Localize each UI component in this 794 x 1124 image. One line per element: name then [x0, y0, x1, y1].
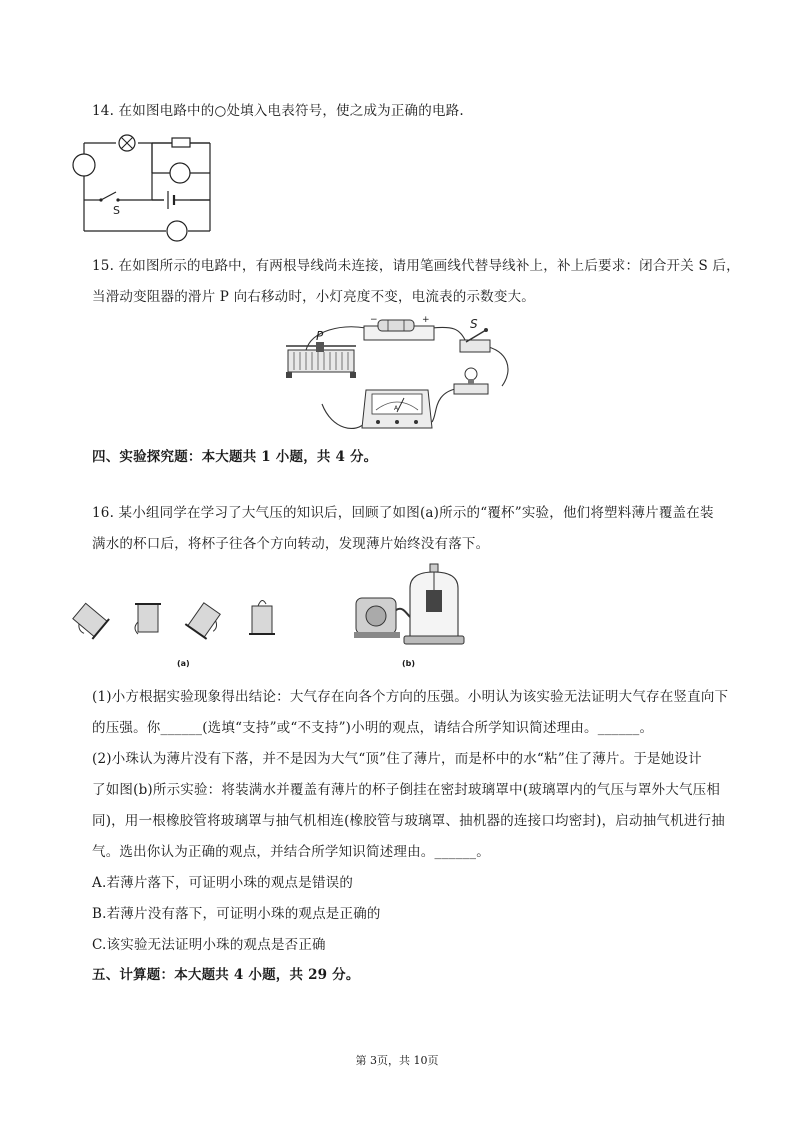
q15-line2: 当滑动变阻器的滑片 P 向右移动时，小灯亮度不变，电流表的示数变大。 [92, 289, 535, 305]
cup-upright-icon [249, 600, 275, 634]
ammeter-letter: A [394, 405, 399, 412]
section-5-heading: 五、计算题：本大题共 4 小题，共 29 分。 [92, 967, 360, 983]
section-4-heading: 四、实验探究题：本大题共 1 小题，共 4 分。 [92, 449, 378, 465]
cup-inverted-icon [135, 604, 161, 634]
vacuum-pump-icon [354, 598, 400, 638]
q16-option-c: C.该实验无法证明小珠的观点是否正确 [92, 937, 326, 953]
q16-intro-line1: 16. 某小组同学在学习了大气压的知识后，回顾了如图(a)所示的“覆杯”实验，他们将塑料薄片覆盖在装 [92, 505, 714, 521]
q16-option-a: A.若薄片落下，可证明小珠的观点是错误的 [92, 875, 354, 891]
q16-part2-line3: 同)，用一根橡胶管将玻璃罩与抽气机相连(橡胶管与玻璃罩、抽机器的连接口均密封)，启动抽气机进行抽 [92, 813, 725, 829]
switch-icon [99, 192, 119, 202]
cup-tilted-left-icon [70, 601, 109, 640]
q14-text: 14. 在如图电路中的○处填入电表符号，使之成为正确的电路. [92, 103, 464, 119]
resistor-icon [172, 138, 190, 147]
meter-slot-left-icon [73, 154, 95, 176]
page-footer: 第 3页，共 10页 [355, 1054, 439, 1067]
meter-slot-bottom-icon [167, 221, 187, 241]
figure-a-cups [70, 590, 290, 648]
figure-b-vacuum-apparatus [350, 560, 466, 650]
battery-plus-label: + [422, 315, 430, 325]
q16-part1-line2: 的压强。你______(选填“支持”或“不支持”)小明的观点，请结合所学知识简述理由。______。 [92, 720, 654, 736]
lamp-icon [119, 135, 135, 151]
rheostat-icon [286, 342, 356, 378]
meter-slot-middle-icon [170, 163, 190, 183]
q15-circuit-picture [282, 310, 518, 438]
figure-a-caption: (a) [177, 659, 190, 668]
knife-switch-icon [460, 328, 490, 352]
battery-icon [164, 190, 210, 210]
q16-option-b: B.若薄片没有落下，可证明小珠的观点是正确的 [92, 906, 381, 922]
light-bulb-icon [454, 368, 488, 394]
q15-line1: 15. 在如图所示的电路中，有两根导线尚未连接，请用笔画线代替导线补上，补上后要求：闭合开关 S 后， [92, 258, 740, 274]
battery-minus-label: − [370, 315, 378, 325]
cup-tilted-right-icon [185, 601, 224, 640]
figure-b-caption: (b) [402, 659, 416, 668]
switch-label-s: S [470, 317, 478, 331]
q16-intro-line2: 满水的杯口后，将杯子往各个方向转动，发现薄片始终没有落下。 [92, 536, 490, 552]
bell-jar-icon [404, 564, 464, 644]
q16-part2-line2: 了如图(b)所示实验：将装满水并覆盖有薄片的杯子倒挂在密封玻璃罩中(玻璃罩内的气压与罩外大气压相 [92, 782, 721, 798]
switch-label: S [113, 204, 120, 217]
q14-circuit-diagram [70, 130, 220, 242]
q16-part1-line1: (1)小方根据实验现象得出结论：大气存在向各个方向的压强。小明认为该实验无法证明大气存在竖直向下 [92, 689, 729, 705]
q16-part2-line1: (2)小珠认为薄片没有下落，并不是因为大气“顶”住了薄片，而是杯中的水“粘”住了薄片。于是她设计 [92, 751, 702, 767]
q16-part2-line4: 气。选出你认为正确的观点，并结合所学知识简述理由。______。 [92, 844, 490, 860]
slider-label-p: P [316, 329, 324, 343]
